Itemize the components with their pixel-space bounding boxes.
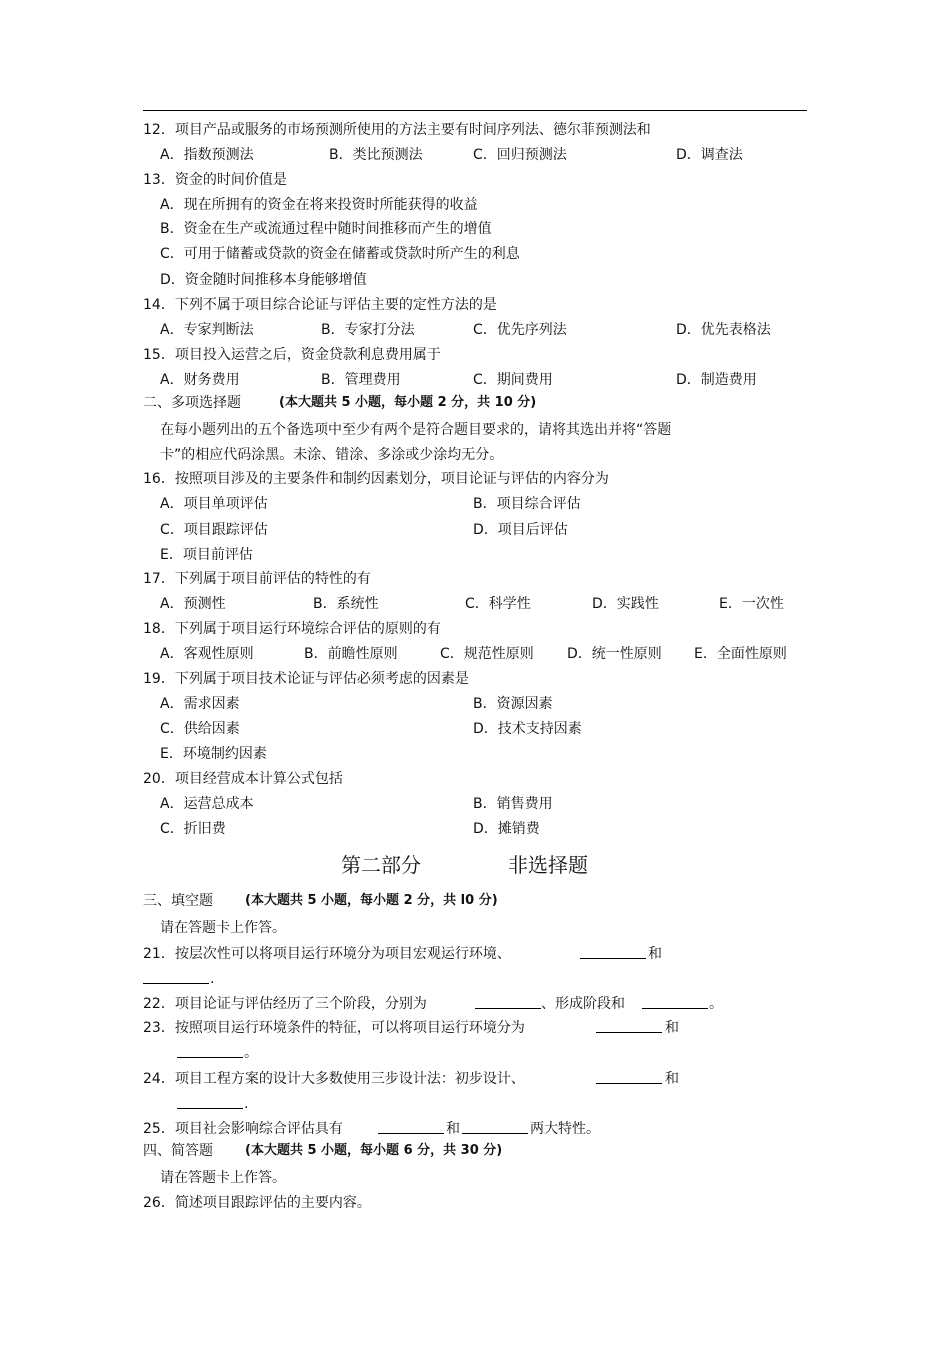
- section-2-instruction-1: 在每小题列出的五个备选项中至少有两个是符合题目要求的，请将其选出并将“答题: [160, 422, 672, 438]
- q14-option-a: A．专家判断法: [160, 322, 254, 338]
- q21-blank-2: [143, 970, 209, 989]
- q23-blank-2: [177, 1044, 243, 1063]
- question-26-stem: 26．简述项目跟踪评估的主要内容。: [143, 1195, 371, 1211]
- q22-blank-1: [475, 995, 541, 1014]
- q20-option-d: D．摊销费: [473, 821, 540, 837]
- q16-option-b: B．项目综合评估: [473, 496, 581, 512]
- question-21-text: 21．按层次性可以将项目运行环境分为项目宏观运行环境、: [143, 946, 511, 962]
- q18-option-e: E．全面性原则: [694, 646, 787, 662]
- question-12-stem: 12．项目产品或服务的市场预测所使用的方法主要有时间序列法、德尔菲预测法和: [143, 122, 651, 138]
- question-22-text: 22．项目论证与评估经历了三个阶段，分别为: [143, 996, 427, 1012]
- q24-blank-1: [596, 1070, 662, 1089]
- section-2-instruction-2: 卡”的相应代码涂黑。未涂、错涂、多涂或少涂均无分。: [160, 447, 504, 463]
- question-24-text: 24．项目工程方案的设计大多数使用三步设计法：初步设计、: [143, 1071, 525, 1087]
- q13-option-b: B．资金在生产或流通过程中随时间推移而产生的增值: [160, 221, 492, 237]
- q18-option-d: D．统一性原则: [567, 646, 662, 662]
- q22-blank-2: [642, 995, 708, 1014]
- question-15-stem: 15．项目投入运营之后，资金贷款利息费用属于: [143, 347, 441, 363]
- q17-option-a: A．预测性: [160, 596, 226, 612]
- q13-option-c: C．可用于储蓄或贷款的资金在储蓄或贷款时所产生的利息: [160, 246, 520, 262]
- section-4-note: (本大题共 5 小题，每小题 6 分，共 30 分): [245, 1143, 503, 1158]
- q19-option-d: D．技术支持因素: [473, 721, 582, 737]
- q20-option-a: A．运营总成本: [160, 796, 254, 812]
- q16-option-c: C．项目跟踪评估: [160, 522, 268, 538]
- q17-option-b: B．系统性: [313, 596, 379, 612]
- part-2-heading-right: 非选择题: [508, 853, 588, 877]
- q19-option-a: A．需求因素: [160, 696, 240, 712]
- q14-option-b: B．专家打分法: [321, 322, 415, 338]
- q13-option-a: A．现在所拥有的资金在将来投资时所能获得的收益: [160, 197, 478, 213]
- question-23-text: 23．按照项目运行环境条件的特征，可以将项目运行环境分为: [143, 1020, 525, 1036]
- question-23-end: 。: [244, 1045, 258, 1061]
- q20-option-b: B．销售费用: [473, 796, 553, 812]
- question-24-end: .: [244, 1096, 249, 1112]
- question-21-end: .: [210, 971, 215, 987]
- q15-option-b: B．管理费用: [321, 372, 401, 388]
- q21-blank-1: [580, 945, 646, 964]
- q12-option-a: A．指数预测法: [160, 147, 254, 163]
- q17-option-c: C．科学性: [465, 596, 531, 612]
- q18-option-a: A．客观性原则: [160, 646, 254, 662]
- header-rule: [143, 110, 807, 111]
- q15-option-a: A．财务费用: [160, 372, 240, 388]
- q23-blank-1: [596, 1019, 662, 1038]
- q25-blank-1: [378, 1120, 444, 1139]
- q24-blank-2: [177, 1095, 243, 1114]
- part-2-heading-left: 第二部分: [341, 853, 421, 877]
- question-13-stem: 13．资金的时间价值是: [143, 172, 287, 188]
- section-3-title: 三、填空题: [143, 893, 213, 909]
- q18-option-b: B．前瞻性原则: [304, 646, 398, 662]
- question-20-stem: 20．项目经营成本计算公式包括: [143, 771, 343, 787]
- q15-option-d: D．制造费用: [676, 372, 757, 388]
- question-22-middle: 、形成阶段和: [541, 996, 625, 1012]
- question-25-text: 25．项目社会影响综合评估具有: [143, 1121, 343, 1137]
- section-4-instruction: 请在答题卡上作答。: [160, 1170, 286, 1186]
- section-2-title: 二、多项选择题: [143, 395, 241, 411]
- q16-option-a: A．项目单项评估: [160, 496, 268, 512]
- q16-option-d: D．项目后评估: [473, 522, 568, 538]
- question-25-and: 和: [446, 1121, 460, 1137]
- q19-option-e: E．环境制约因素: [160, 746, 267, 762]
- q14-option-c: C．优先序列法: [473, 322, 567, 338]
- q25-blank-2: [462, 1120, 528, 1139]
- q15-option-c: C．期间费用: [473, 372, 553, 388]
- question-24-and: 和: [665, 1071, 679, 1087]
- question-18-stem: 18．下列属于项目运行环境综合评估的原则的有: [143, 621, 441, 637]
- section-3-instruction: 请在答题卡上作答。: [160, 920, 286, 936]
- q16-option-e: E．项目前评估: [160, 547, 253, 563]
- q18-option-c: C．规范性原则: [440, 646, 534, 662]
- q19-option-c: C．供给因素: [160, 721, 240, 737]
- q12-option-b: B．类比预测法: [329, 147, 423, 163]
- q14-option-d: D．优先表格法: [676, 322, 771, 338]
- section-2-note: (本大题共 5 小题，每小题 2 分，共 10 分): [279, 395, 537, 410]
- question-16-stem: 16．按照项目涉及的主要条件和制约因素划分，项目论证与评估的内容分为: [143, 471, 609, 487]
- question-25-end: 两大特性。: [530, 1121, 600, 1137]
- question-14-stem: 14．下列不属于项目综合论证与评估主要的定性方法的是: [143, 297, 497, 313]
- q17-option-d: D．实践性: [592, 596, 659, 612]
- section-3-note: (本大题共 5 小题，每小题 2 分，共 l0 分): [245, 893, 498, 908]
- q20-option-c: C．折旧费: [160, 821, 226, 837]
- question-19-stem: 19．下列属于项目技术论证与评估必须考虑的因素是: [143, 671, 469, 687]
- q12-option-d: D．调查法: [676, 147, 743, 163]
- question-21-and: 和: [648, 946, 662, 962]
- q19-option-b: B．资源因素: [473, 696, 553, 712]
- question-17-stem: 17．下列属于项目前评估的特性的有: [143, 571, 371, 587]
- q17-option-e: E．一次性: [719, 596, 784, 612]
- section-4-title: 四、简答题: [143, 1143, 213, 1159]
- question-23-and: 和: [665, 1020, 679, 1036]
- q13-option-d: D．资金随时间推移本身能够增值: [160, 272, 367, 288]
- question-22-end: 。: [709, 996, 723, 1012]
- q12-option-c: C．回归预测法: [473, 147, 567, 163]
